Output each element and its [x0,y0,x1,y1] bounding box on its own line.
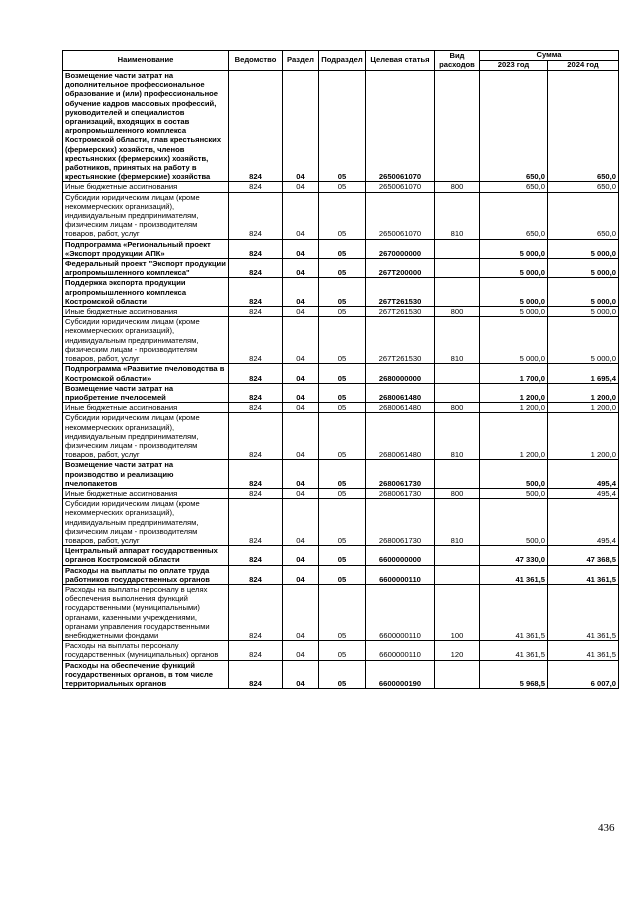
row-expense-type-cell: 810 [435,192,480,239]
row-podrazdel-cell: 05 [319,307,366,317]
row-razdel-cell: 04 [283,71,319,182]
page-number: 436 [598,822,615,834]
row-sum-2023-cell: 5 000,0 [480,278,548,307]
row-podrazdel-cell: 05 [319,182,366,192]
header-year-2023: 2023 год [480,61,548,71]
row-expense-type-cell [435,239,480,258]
row-sum-2024-cell: 1 695,4 [548,364,619,383]
row-razdel-cell: 04 [283,192,319,239]
row-target-article-cell: 2670000000 [366,239,435,258]
row-podrazdel-cell: 05 [319,278,366,307]
row-name-cell: Подпрограмма «Развитие пчеловодства в Костромской области» [63,364,229,383]
row-podrazdel-cell: 05 [319,317,366,364]
header-sum: Сумма [480,51,619,61]
row-name-cell: Федеральный проект "Экспорт продукции агропромышленного комплекса" [63,259,229,278]
row-vedomstvo-cell: 824 [229,383,283,402]
table-row [63,660,619,689]
row-sum-2023-cell: 650,0 [480,182,548,192]
row-sum-2023-cell: 41 361,5 [480,565,548,584]
row-sum-2024-cell: 41 361,5 [548,641,619,660]
row-podrazdel-cell: 05 [319,460,366,489]
row-expense-type-cell: 810 [435,317,480,364]
row-name-cell: Возмещение части затрат на дополнительное профессиональное образование и (или) профессиональное обучение кадров массовых профессий, руководителей и специалистов организаций, входящих в состав агропромышленного комплекса Костромской области, глав крестьянских (фермерских) хозяйств, членов крестьянских (фермерских) хозяйств, работников, принятых на работу в крестьянские (фермерские) хозяйства [63,71,229,182]
row-target-article-cell: 6600000110 [366,584,435,640]
row-vedomstvo-cell: 824 [229,307,283,317]
row-expense-type-cell: 100 [435,584,480,640]
row-vedomstvo-cell: 824 [229,259,283,278]
row-podrazdel-cell: 05 [319,641,366,660]
row-expense-type-cell: 800 [435,307,480,317]
row-razdel-cell: 04 [283,413,319,460]
row-expense-type-cell [435,460,480,489]
row-sum-2024-cell: 650,0 [548,192,619,239]
row-target-article-cell: 2680061480 [366,403,435,413]
row-expense-type-cell [435,71,480,182]
row-podrazdel-cell: 05 [319,565,366,584]
row-vedomstvo-cell: 824 [229,488,283,498]
table-row [63,71,619,182]
table-row [63,413,619,460]
row-sum-2024-cell: 5 000,0 [548,317,619,364]
row-razdel-cell: 04 [283,239,319,258]
row-podrazdel-cell: 05 [319,413,366,460]
row-sum-2023-cell: 47 330,0 [480,546,548,565]
table-row [63,364,619,383]
header-razdel: Раздел [283,51,319,71]
row-podrazdel-cell: 05 [319,584,366,640]
row-sum-2023-cell: 650,0 [480,71,548,182]
row-vedomstvo-cell: 824 [229,71,283,182]
row-sum-2023-cell: 500,0 [480,488,548,498]
row-vedomstvo-cell: 824 [229,182,283,192]
row-podrazdel-cell: 05 [319,660,366,689]
row-razdel-cell: 04 [283,182,319,192]
row-target-article-cell: 267Т261530 [366,317,435,364]
row-sum-2023-cell: 650,0 [480,192,548,239]
row-sum-2024-cell: 650,0 [548,71,619,182]
row-name-cell: Подпрограмма «Региональный проект «Экспорт продукции АПК» [63,239,229,258]
row-name-cell: Субсидии юридическим лицам (кроме некоммерческих организаций), индивидуальным предпринимателям, физическим лицам - производителям товаров, работ, услуг [63,413,229,460]
row-sum-2024-cell: 650,0 [548,182,619,192]
row-sum-2024-cell: 41 361,5 [548,565,619,584]
row-name-cell: Возмещение части затрат на приобретение пчелосемей [63,383,229,402]
header-target-article: Целевая статья [366,51,435,71]
table-row [63,182,619,192]
row-expense-type-cell: 800 [435,488,480,498]
table-row [63,383,619,402]
row-sum-2023-cell: 41 361,5 [480,584,548,640]
row-razdel-cell: 04 [283,499,319,546]
row-sum-2024-cell: 1 200,0 [548,403,619,413]
row-target-article-cell: 6600000000 [366,546,435,565]
row-podrazdel-cell: 05 [319,488,366,498]
row-razdel-cell: 04 [283,403,319,413]
row-sum-2023-cell: 5 968,5 [480,660,548,689]
row-sum-2024-cell: 1 200,0 [548,413,619,460]
row-target-article-cell: 6600000110 [366,641,435,660]
row-sum-2024-cell: 495,4 [548,460,619,489]
row-target-article-cell: 6600000190 [366,660,435,689]
row-razdel-cell: 04 [283,364,319,383]
row-vedomstvo-cell: 824 [229,660,283,689]
row-sum-2024-cell: 41 361,5 [548,584,619,640]
header-name: Наименование [63,51,229,71]
row-target-article-cell: 2680061730 [366,460,435,489]
row-razdel-cell: 04 [283,259,319,278]
table-row [63,460,619,489]
header-vedomstvo: Ведомство [229,51,283,71]
row-vedomstvo-cell: 824 [229,403,283,413]
row-podrazdel-cell: 05 [319,259,366,278]
row-razdel-cell: 04 [283,641,319,660]
row-sum-2023-cell: 1 700,0 [480,364,548,383]
table-row [63,565,619,584]
row-sum-2024-cell: 1 200,0 [548,383,619,402]
row-razdel-cell: 04 [283,546,319,565]
row-sum-2023-cell: 500,0 [480,499,548,546]
row-razdel-cell: 04 [283,317,319,364]
row-target-article-cell: 267Т200000 [366,259,435,278]
row-podrazdel-cell: 05 [319,499,366,546]
table-header [63,51,619,71]
row-name-cell: Расходы на обеспечение функций государственных органов, в том числе территориальных органов [63,660,229,689]
row-sum-2024-cell: 47 368,5 [548,546,619,565]
budget-table [62,50,619,689]
row-name-cell: Иные бюджетные ассигнования [63,307,229,317]
table-row [63,192,619,239]
row-vedomstvo-cell: 824 [229,317,283,364]
row-vedomstvo-cell: 824 [229,641,283,660]
table-row [63,259,619,278]
row-sum-2024-cell: 495,4 [548,488,619,498]
header-podrazdel: Подраздел [319,51,366,71]
row-expense-type-cell [435,660,480,689]
row-name-cell: Расходы на выплаты персоналу в целях обеспечения выполнения функций государственными (муниципальными) органами, казенными учреждениями, органами управления государственными внебюджетными фондами [63,584,229,640]
row-razdel-cell: 04 [283,278,319,307]
row-expense-type-cell [435,546,480,565]
row-podrazdel-cell: 05 [319,364,366,383]
row-target-article-cell: 267Т261530 [366,278,435,307]
table-row [63,403,619,413]
row-razdel-cell: 04 [283,460,319,489]
row-target-article-cell: 2680061480 [366,383,435,402]
row-vedomstvo-cell: 824 [229,413,283,460]
header-expense-type: Вид расходов [435,51,480,71]
row-name-cell: Расходы на выплаты персоналу государственных (муниципальных) органов [63,641,229,660]
table-row [63,641,619,660]
row-expense-type-cell [435,565,480,584]
row-name-cell: Возмещение части затрат на производство и реализацию пчелопакетов [63,460,229,489]
row-name-cell: Иные бюджетные ассигнования [63,403,229,413]
row-sum-2024-cell: 5 000,0 [548,307,619,317]
row-podrazdel-cell: 05 [319,71,366,182]
table-row [63,488,619,498]
table-body [63,71,619,689]
row-name-cell: Центральный аппарат государственных органов Костромской области [63,546,229,565]
row-podrazdel-cell: 05 [319,192,366,239]
row-target-article-cell: 267Т261530 [366,307,435,317]
table-row [63,546,619,565]
row-name-cell: Субсидии юридическим лицам (кроме некоммерческих организаций), индивидуальным предпринимателям, физическим лицам - производителям товаров, работ, услуг [63,192,229,239]
row-expense-type-cell [435,259,480,278]
row-vedomstvo-cell: 824 [229,278,283,307]
row-sum-2023-cell: 1 200,0 [480,383,548,402]
row-razdel-cell: 04 [283,383,319,402]
table-row [63,239,619,258]
row-razdel-cell: 04 [283,488,319,498]
row-target-article-cell: 2650061070 [366,192,435,239]
row-sum-2024-cell: 495,4 [548,499,619,546]
table-row [63,317,619,364]
row-razdel-cell: 04 [283,307,319,317]
table-row [63,307,619,317]
table-row [63,499,619,546]
row-target-article-cell: 2650061070 [366,71,435,182]
row-sum-2023-cell: 5 000,0 [480,239,548,258]
header-year-2024: 2024 год [548,61,619,71]
row-vedomstvo-cell: 824 [229,239,283,258]
row-sum-2023-cell: 41 361,5 [480,641,548,660]
row-sum-2024-cell: 6 007,0 [548,660,619,689]
row-name-cell: Иные бюджетные ассигнования [63,182,229,192]
row-name-cell: Расходы на выплаты по оплате труда работников государственных органов [63,565,229,584]
row-razdel-cell: 04 [283,584,319,640]
row-sum-2024-cell: 5 000,0 [548,278,619,307]
row-vedomstvo-cell: 824 [229,546,283,565]
row-expense-type-cell [435,278,480,307]
row-expense-type-cell [435,383,480,402]
row-expense-type-cell: 800 [435,182,480,192]
row-sum-2023-cell: 1 200,0 [480,403,548,413]
row-sum-2023-cell: 500,0 [480,460,548,489]
row-expense-type-cell: 120 [435,641,480,660]
row-podrazdel-cell: 05 [319,403,366,413]
row-target-article-cell: 6600000110 [366,565,435,584]
row-podrazdel-cell: 05 [319,383,366,402]
row-razdel-cell: 04 [283,565,319,584]
row-target-article-cell: 2680061730 [366,488,435,498]
row-expense-type-cell [435,364,480,383]
row-sum-2023-cell: 5 000,0 [480,317,548,364]
row-expense-type-cell: 810 [435,413,480,460]
row-target-article-cell: 2680061730 [366,499,435,546]
row-target-article-cell: 2680000000 [366,364,435,383]
row-vedomstvo-cell: 824 [229,584,283,640]
row-vedomstvo-cell: 824 [229,499,283,546]
row-target-article-cell: 2650061070 [366,182,435,192]
row-sum-2024-cell: 5 000,0 [548,259,619,278]
row-sum-2023-cell: 5 000,0 [480,259,548,278]
row-podrazdel-cell: 05 [319,239,366,258]
row-name-cell: Иные бюджетные ассигнования [63,488,229,498]
row-name-cell: Субсидии юридическим лицам (кроме некоммерческих организаций), индивидуальным предпринимателям, физическим лицам - производителям товаров, работ, услуг [63,499,229,546]
row-vedomstvo-cell: 824 [229,364,283,383]
row-sum-2024-cell: 5 000,0 [548,239,619,258]
row-vedomstvo-cell: 824 [229,565,283,584]
row-podrazdel-cell: 05 [319,546,366,565]
row-expense-type-cell: 800 [435,403,480,413]
budget-table-sheet [62,50,618,689]
row-vedomstvo-cell: 824 [229,192,283,239]
row-vedomstvo-cell: 824 [229,460,283,489]
row-name-cell: Поддержка экспорта продукции агропромышленного комплекса Костромской области [63,278,229,307]
row-razdel-cell: 04 [283,660,319,689]
row-sum-2023-cell: 1 200,0 [480,413,548,460]
row-target-article-cell: 2680061480 [366,413,435,460]
row-expense-type-cell: 810 [435,499,480,546]
table-row [63,278,619,307]
table-row [63,584,619,640]
row-name-cell: Субсидии юридическим лицам (кроме некоммерческих организаций), индивидуальным предпринимателям, физическим лицам - производителям товаров, работ, услуг [63,317,229,364]
row-sum-2023-cell: 5 000,0 [480,307,548,317]
